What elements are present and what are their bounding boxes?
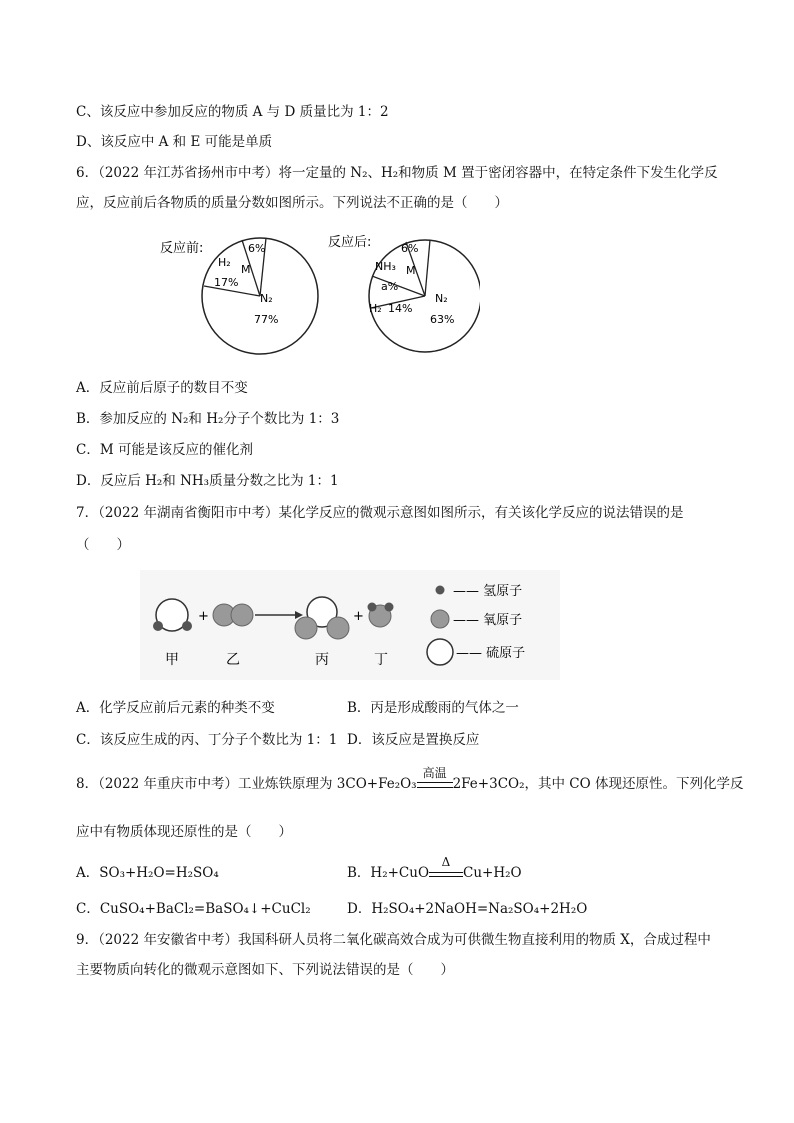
q9-stem-line1: 9．（2022 年安徽省中考）我国科研人员将二氧化碳高效合成为可供微生物直接利用的物质 X，合成过程中 bbox=[76, 932, 711, 948]
q9-stem-line2: 主要物质向转化的微观示意图如下、下列说法错误的是（ ） bbox=[76, 962, 454, 978]
q6-option-d: D．反应后 H₂和 NH₃质量分数之比为 1：1 bbox=[76, 473, 339, 489]
q8-stem-line2: 应中有物质体现还原性的是（ ） bbox=[76, 824, 292, 840]
q6-stem-line2: 应，反应前后各物质的质量分数如图所示。下列说法不正确的是（ ） bbox=[76, 195, 508, 211]
q8-option-b: B．H₂+CuO Δ Cu+H₂O bbox=[347, 855, 522, 881]
q8-stem-post: 2Fe+3CO₂，其中 CO 体现还原性。下列化学反 bbox=[452, 776, 744, 792]
pie-after-caption: 反应后: bbox=[328, 235, 372, 250]
pie-chart-after bbox=[328, 234, 480, 352]
plus-sign-2: + bbox=[353, 609, 364, 624]
label-jia: 甲 bbox=[165, 652, 179, 668]
legend-sulfur: —— 硫原子 bbox=[456, 646, 526, 661]
label-ding: 丁 bbox=[374, 652, 388, 668]
q8-option-d: D．H₂SO₄+2NaOH=Na₂SO₄+2H₂O bbox=[347, 901, 588, 917]
pie-before-m-value: 6% bbox=[248, 242, 266, 255]
q6-pie-figure bbox=[150, 228, 480, 358]
pie-after-h2-label: H₂ bbox=[369, 302, 382, 315]
reaction-condition bbox=[417, 766, 453, 788]
q8-stem-pre: 8．（2022 年重庆市中考）工业炼铁原理为 3CO+Fe₂O₃ bbox=[76, 776, 417, 792]
legend-hydrogen: —— 氢原子 bbox=[453, 584, 523, 599]
heat-delta-icon: Δ bbox=[441, 855, 451, 869]
q7-molecule-diagram bbox=[140, 570, 560, 680]
pie-after-nh3-value: a% bbox=[381, 280, 399, 293]
q8-option-a: A．SO₃+H₂O=H₂SO₄ bbox=[76, 865, 219, 881]
pie-after-n2-label: N₂ bbox=[435, 292, 448, 305]
label-bing: 丙 bbox=[315, 652, 329, 668]
pie-before-caption: 反应前: bbox=[160, 241, 204, 256]
reaction-condition-heat bbox=[429, 855, 463, 877]
q6-option-b: B．参加反应的 N₂和 H₂分子个数比为 1：3 bbox=[76, 411, 340, 427]
q8-option-c: C．CuSO₄+BaCl₂=BaSO₄↓+CuCl₂ bbox=[76, 901, 311, 917]
sulfur-atom-icon bbox=[427, 639, 453, 665]
pie-after-h2-value: 14% bbox=[388, 302, 413, 315]
condition-high-temp: 高温 bbox=[422, 766, 447, 780]
oxygen-atom-icon bbox=[431, 610, 449, 628]
label-yi: 乙 bbox=[226, 652, 240, 668]
pie-before-h2-value: 17% bbox=[214, 276, 239, 289]
q7-option-a: A．化学反应前后元素的种类不变 bbox=[76, 700, 275, 716]
plus-sign-1: + bbox=[198, 609, 209, 624]
pie-before-h2-label: H₂ bbox=[218, 256, 231, 269]
legend-oxygen: —— 氧原子 bbox=[453, 613, 523, 628]
pie-before-m-label: M bbox=[241, 263, 251, 276]
q5-option-c: C、该反应中参加反应的物质 A 与 D 质量比为 1：2 bbox=[76, 104, 389, 120]
pie-after-m-label: M bbox=[406, 264, 416, 277]
q8-stem-line1 bbox=[76, 766, 744, 793]
hydrogen-atom-icon bbox=[436, 586, 445, 595]
q7-option-c: C．该反应生成的丙、丁分子个数比为 1：1 bbox=[76, 732, 338, 748]
q7-stem-line2: （ ） bbox=[76, 537, 130, 553]
q6-option-a: A．反应前后原子的数目不变 bbox=[76, 380, 248, 396]
q6-stem-line1: 6．（2022 年江苏省扬州市中考）将一定量的 N₂、H₂和物质 M 置于密闭容器中，在特定条件下发生化学反 bbox=[76, 165, 718, 181]
pie-before-n2-label: N₂ bbox=[260, 292, 273, 305]
q7-option-d: D．该反应是置换反应 bbox=[347, 732, 480, 748]
pie-after-m-value: 6% bbox=[401, 242, 419, 255]
q5-option-d: D、该反应中 A 和 E 可能是单质 bbox=[76, 134, 273, 150]
pie-before-n2-value: 77% bbox=[254, 313, 279, 326]
q7-stem-line1: 7．（2022 年湖南省衡阳市中考）某化学反应的微观示意图如图所示，有关该化学反应的说法错误的是 bbox=[76, 505, 684, 521]
pie-chart-before bbox=[160, 238, 318, 354]
q7-option-b: B．丙是形成酸雨的气体之一 bbox=[347, 700, 519, 716]
q6-option-c: C．M 可能是该反应的催化剂 bbox=[76, 442, 253, 458]
pie-after-n2-value: 63% bbox=[430, 313, 455, 326]
pie-after-nh3-label: NH₃ bbox=[375, 260, 396, 273]
